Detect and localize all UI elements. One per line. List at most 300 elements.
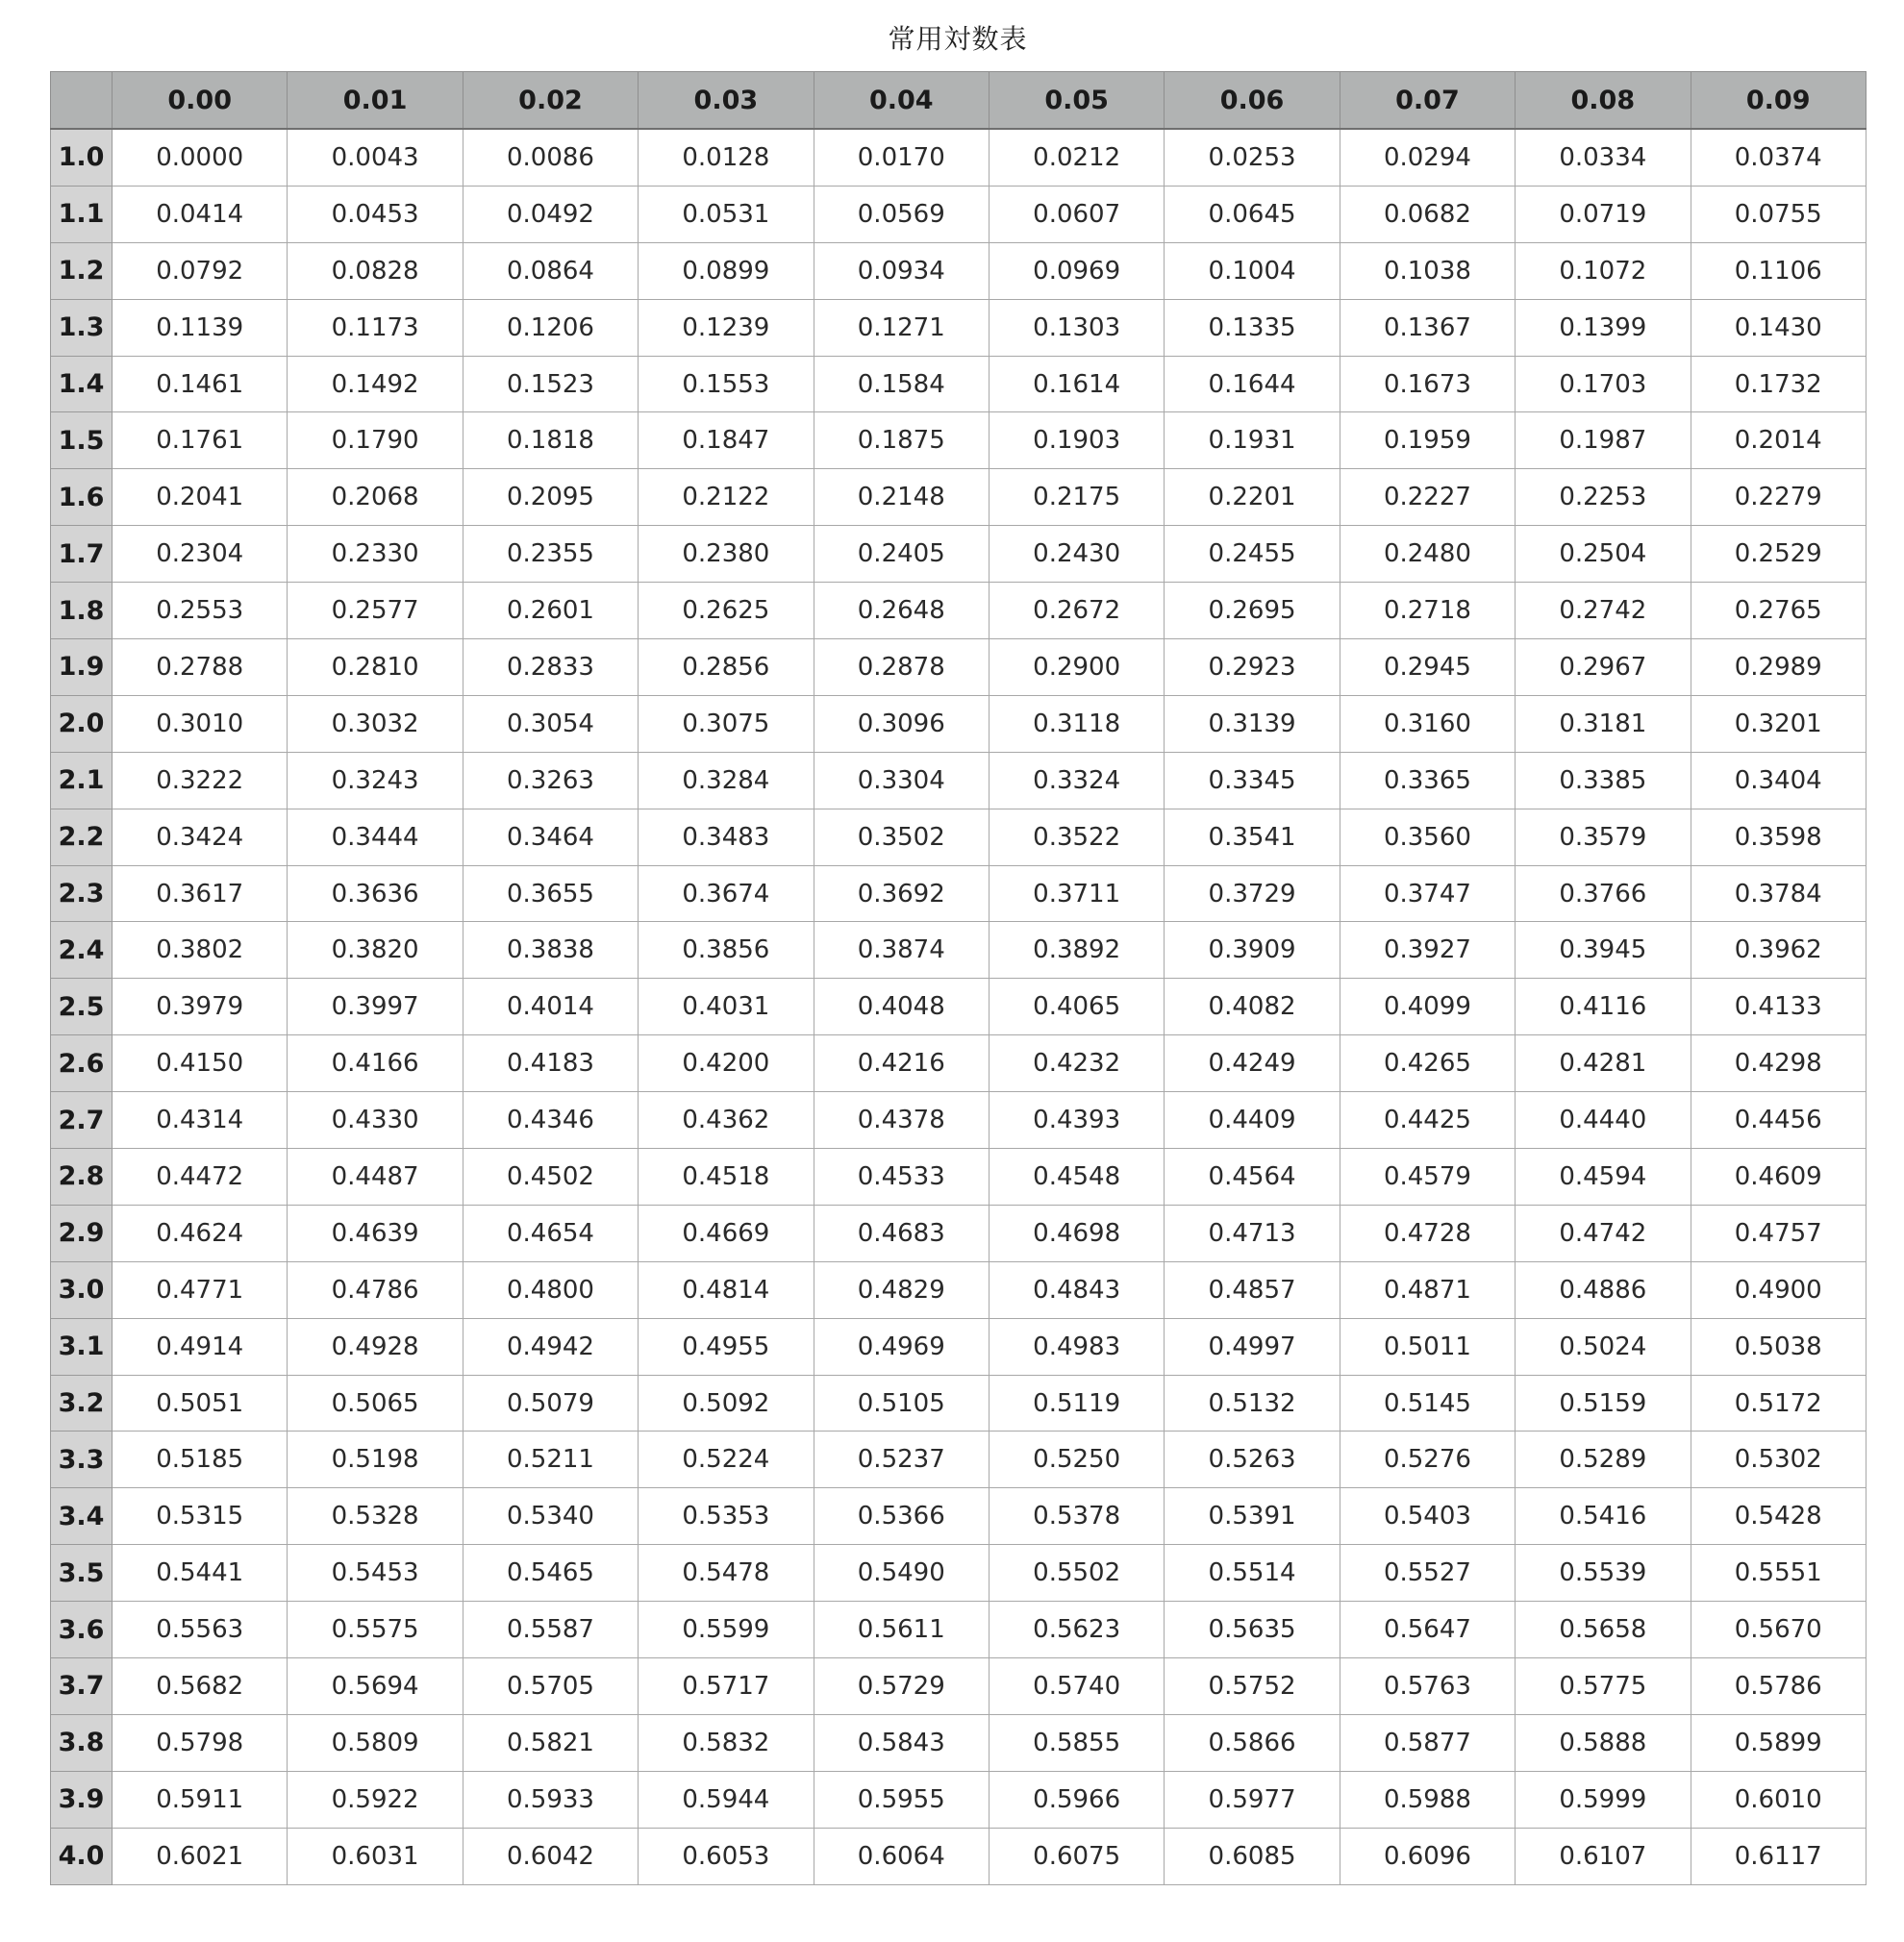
table-cell: 0.4857: [1165, 1261, 1340, 1318]
table-cell: 0.2068: [288, 469, 463, 526]
table-cell: 0.4487: [288, 1149, 463, 1206]
table-cell: 0.3284: [639, 752, 814, 809]
table-cell: 0.3909: [1165, 922, 1340, 979]
column-header: 0.01: [288, 72, 463, 130]
table-cell: 0.5635: [1165, 1602, 1340, 1658]
table-row: [51, 469, 1866, 526]
table-cell: 0.5599: [639, 1602, 814, 1658]
table-cell: 0.5717: [639, 1658, 814, 1715]
table-cell: 0.2304: [113, 526, 288, 583]
table-cell: 0.0374: [1691, 129, 1866, 186]
table-cell: 0.3979: [113, 979, 288, 1035]
table-row: [51, 1658, 1866, 1715]
table-cell: 0.5250: [989, 1432, 1164, 1488]
table-cell: 0.5877: [1340, 1714, 1515, 1771]
table-cell: 0.4065: [989, 979, 1164, 1035]
table-cell: 0.4031: [639, 979, 814, 1035]
table-cell: 0.4728: [1340, 1205, 1515, 1261]
table-cell: 0.3711: [989, 865, 1164, 922]
table-cell: 0.1761: [113, 412, 288, 469]
table-row: [51, 1714, 1866, 1771]
row-header: 1.4: [51, 356, 113, 412]
table-cell: 0.4997: [1165, 1318, 1340, 1375]
table-cell: 0.4786: [288, 1261, 463, 1318]
table-cell: 0.2355: [463, 526, 638, 583]
table-cell: 0.0000: [113, 129, 288, 186]
table-cell: 0.4314: [113, 1092, 288, 1149]
table-cell: 0.5366: [814, 1488, 989, 1545]
column-header: 0.07: [1340, 72, 1515, 130]
table-cell: 0.3945: [1516, 922, 1691, 979]
row-header: 2.6: [51, 1035, 113, 1092]
table-cell: 0.0682: [1340, 186, 1515, 242]
table-cell: 0.3522: [989, 809, 1164, 865]
table-row: [51, 922, 1866, 979]
table-cell: 0.5416: [1516, 1488, 1691, 1545]
table-cell: 0.4393: [989, 1092, 1164, 1149]
table-cell: 0.5237: [814, 1432, 989, 1488]
table-cell: 0.4456: [1691, 1092, 1866, 1149]
table-cell: 0.3541: [1165, 809, 1340, 865]
table-cell: 0.0086: [463, 129, 638, 186]
table-cell: 0.4900: [1691, 1261, 1866, 1318]
table-cell: 0.2878: [814, 639, 989, 696]
table-cell: 0.5647: [1340, 1602, 1515, 1658]
table-cell: 0.4800: [463, 1261, 638, 1318]
table-cell: 0.3784: [1691, 865, 1866, 922]
table-cell: 0.5340: [463, 1488, 638, 1545]
table-cell: 0.3324: [989, 752, 1164, 809]
table-cell: 0.4742: [1516, 1205, 1691, 1261]
table-cell: 0.1072: [1516, 242, 1691, 299]
table-cell: 0.5328: [288, 1488, 463, 1545]
table-cell: 0.4579: [1340, 1149, 1515, 1206]
table-cell: 0.5899: [1691, 1714, 1866, 1771]
table-cell: 0.4757: [1691, 1205, 1866, 1261]
column-header: 0.05: [989, 72, 1164, 130]
table-cell: 0.1584: [814, 356, 989, 412]
table-cell: 0.3263: [463, 752, 638, 809]
table-cell: 0.5786: [1691, 1658, 1866, 1715]
table-cell: 0.1931: [1165, 412, 1340, 469]
table-cell: 0.3054: [463, 695, 638, 752]
table-cell: 0.2041: [113, 469, 288, 526]
table-cell: 0.2148: [814, 469, 989, 526]
table-cell: 0.5763: [1340, 1658, 1515, 1715]
table-cell: 0.6021: [113, 1828, 288, 1884]
table-cell: 0.0645: [1165, 186, 1340, 242]
table-row: [51, 1828, 1866, 1884]
table-row: [51, 639, 1866, 696]
table-cell: 0.5441: [113, 1545, 288, 1602]
table-cell: 0.3729: [1165, 865, 1340, 922]
table-cell: 0.5752: [1165, 1658, 1340, 1715]
table-row: [51, 242, 1866, 299]
table-cell: 0.4669: [639, 1205, 814, 1261]
table-row: [51, 526, 1866, 583]
table-cell: 0.5302: [1691, 1432, 1866, 1488]
row-header: 4.0: [51, 1828, 113, 1884]
table-cell: 0.4409: [1165, 1092, 1340, 1149]
table-cell: 0.5527: [1340, 1545, 1515, 1602]
table-cell: 0.2330: [288, 526, 463, 583]
table-row: [51, 1205, 1866, 1261]
table-cell: 0.5832: [639, 1714, 814, 1771]
table-row: [51, 186, 1866, 242]
table-cell: 0.4082: [1165, 979, 1340, 1035]
table-cell: 0.0043: [288, 129, 463, 186]
table-cell: 0.6053: [639, 1828, 814, 1884]
table-cell: 0.3502: [814, 809, 989, 865]
table-cell: 0.5911: [113, 1771, 288, 1828]
table-cell: 0.1987: [1516, 412, 1691, 469]
table-cell: 0.5809: [288, 1714, 463, 1771]
row-header: 3.5: [51, 1545, 113, 1602]
row-header: 2.5: [51, 979, 113, 1035]
table-cell: 0.0719: [1516, 186, 1691, 242]
table-cell: 0.1732: [1691, 356, 1866, 412]
table-cell: 0.4362: [639, 1092, 814, 1149]
table-cell: 0.4440: [1516, 1092, 1691, 1149]
table-cell: 0.5024: [1516, 1318, 1691, 1375]
table-cell: 0.3139: [1165, 695, 1340, 752]
table-cell: 0.5539: [1516, 1545, 1691, 1602]
table-cell: 0.2833: [463, 639, 638, 696]
table-cell: 0.4698: [989, 1205, 1164, 1261]
table-cell: 0.5119: [989, 1375, 1164, 1432]
table-cell: 0.4378: [814, 1092, 989, 1149]
table-cell: 0.1553: [639, 356, 814, 412]
table-cell: 0.4829: [814, 1261, 989, 1318]
table-cell: 0.2405: [814, 526, 989, 583]
table-cell: 0.1399: [1516, 299, 1691, 356]
row-header: 3.4: [51, 1488, 113, 1545]
table-row: [51, 1488, 1866, 1545]
table-cell: 0.5105: [814, 1375, 989, 1432]
table-cell: 0.0414: [113, 186, 288, 242]
table-cell: 0.3874: [814, 922, 989, 979]
table-cell: 0.5888: [1516, 1714, 1691, 1771]
row-header: 3.0: [51, 1261, 113, 1318]
table-cell: 0.4969: [814, 1318, 989, 1375]
table-cell: 0.4955: [639, 1318, 814, 1375]
table-cell: 0.1106: [1691, 242, 1866, 299]
table-cell: 0.2095: [463, 469, 638, 526]
table-row: [51, 1602, 1866, 1658]
table-row: [51, 865, 1866, 922]
table-cell: 0.4548: [989, 1149, 1164, 1206]
table-cell: 0.3856: [639, 922, 814, 979]
table-cell: 0.0792: [113, 242, 288, 299]
table-cell: 0.0864: [463, 242, 638, 299]
table-cell: 0.1173: [288, 299, 463, 356]
table-cell: 0.3838: [463, 922, 638, 979]
table-cell: 0.5391: [1165, 1488, 1340, 1545]
table-cell: 0.5453: [288, 1545, 463, 1602]
table-cell: 0.5587: [463, 1602, 638, 1658]
table-cell: 0.6117: [1691, 1828, 1866, 1884]
table-cell: 0.0607: [989, 186, 1164, 242]
table-cell: 0.4713: [1165, 1205, 1340, 1261]
table-cell: 0.1959: [1340, 412, 1515, 469]
table-cell: 0.5694: [288, 1658, 463, 1715]
row-header: 3.7: [51, 1658, 113, 1715]
table-cell: 0.6031: [288, 1828, 463, 1884]
table-cell: 0.3304: [814, 752, 989, 809]
table-cell: 0.1139: [113, 299, 288, 356]
table-cell: 0.5378: [989, 1488, 1164, 1545]
table-cell: 0.3118: [989, 695, 1164, 752]
row-header: 1.0: [51, 129, 113, 186]
table-cell: 0.6064: [814, 1828, 989, 1884]
table-cell: 0.1903: [989, 412, 1164, 469]
table-row: [51, 1318, 1866, 1375]
column-header: 0.02: [463, 72, 638, 130]
table-cell: 0.5490: [814, 1545, 989, 1602]
table-cell: 0.2788: [113, 639, 288, 696]
table-cell: 0.5132: [1165, 1375, 1340, 1432]
table-cell: 0.5855: [989, 1714, 1164, 1771]
table-cell: 0.1038: [1340, 242, 1515, 299]
table-cell: 0.1239: [639, 299, 814, 356]
table-cell: 0.5775: [1516, 1658, 1691, 1715]
table-row: [51, 809, 1866, 865]
row-header: 1.8: [51, 583, 113, 639]
table-cell: 0.4281: [1516, 1035, 1691, 1092]
table-body: [51, 129, 1866, 1884]
table-cell: 0.4265: [1340, 1035, 1515, 1092]
table-cell: 0.5276: [1340, 1432, 1515, 1488]
table-cell: 0.5821: [463, 1714, 638, 1771]
column-header: 0.06: [1165, 72, 1340, 130]
table-cell: 0.2601: [463, 583, 638, 639]
table-cell: 0.5623: [989, 1602, 1164, 1658]
table-cell: 0.0170: [814, 129, 989, 186]
table-cell: 0.5705: [463, 1658, 638, 1715]
table-cell: 0.1644: [1165, 356, 1340, 412]
table-cell: 0.4683: [814, 1205, 989, 1261]
table-cell: 0.5551: [1691, 1545, 1866, 1602]
row-header: 2.4: [51, 922, 113, 979]
table-cell: 0.4518: [639, 1149, 814, 1206]
table-cell: 0.0969: [989, 242, 1164, 299]
table-cell: 0.5866: [1165, 1714, 1340, 1771]
row-header: 3.9: [51, 1771, 113, 1828]
table-row: [51, 1375, 1866, 1432]
table-cell: 0.2504: [1516, 526, 1691, 583]
table-cell: 0.1206: [463, 299, 638, 356]
table-row: [51, 129, 1866, 186]
table-cell: 0.4928: [288, 1318, 463, 1375]
table-cell: 0.2430: [989, 526, 1164, 583]
table-cell: 0.2900: [989, 639, 1164, 696]
table-row: [51, 1771, 1866, 1828]
table-cell: 0.5611: [814, 1602, 989, 1658]
table-cell: 0.5353: [639, 1488, 814, 1545]
table-cell: 0.5263: [1165, 1432, 1340, 1488]
table-cell: 0.5563: [113, 1602, 288, 1658]
table-cell: 0.5966: [989, 1771, 1164, 1828]
table-cell: 0.3222: [113, 752, 288, 809]
table-cell: 0.1367: [1340, 299, 1515, 356]
row-header: 2.3: [51, 865, 113, 922]
row-header: 1.9: [51, 639, 113, 696]
table-cell: 0.4814: [639, 1261, 814, 1318]
table-cell: 0.3692: [814, 865, 989, 922]
table-cell: 0.3424: [113, 809, 288, 865]
table-cell: 0.5740: [989, 1658, 1164, 1715]
table-cell: 0.4871: [1340, 1261, 1515, 1318]
table-cell: 0.2765: [1691, 583, 1866, 639]
table-cell: 0.2945: [1340, 639, 1515, 696]
table-cell: 0.3598: [1691, 809, 1866, 865]
table-cell: 0.2989: [1691, 639, 1866, 696]
table-cell: 0.1461: [113, 356, 288, 412]
table-cell: 0.0334: [1516, 129, 1691, 186]
table-cell: 0.4609: [1691, 1149, 1866, 1206]
table-cell: 0.3579: [1516, 809, 1691, 865]
table-cell: 0.6075: [989, 1828, 1164, 1884]
table-cell: 0.2122: [639, 469, 814, 526]
table-cell: 0.4346: [463, 1092, 638, 1149]
table-row: [51, 695, 1866, 752]
row-header: 2.9: [51, 1205, 113, 1261]
log-table-page: [50, 0, 1866, 1885]
table-cell: 0.2625: [639, 583, 814, 639]
table-cell: 0.6085: [1165, 1828, 1340, 1884]
table-cell: 0.4983: [989, 1318, 1164, 1375]
table-cell: 0.0453: [288, 186, 463, 242]
table-cell: 0.3385: [1516, 752, 1691, 809]
table-cell: 0.5403: [1340, 1488, 1515, 1545]
row-header: 2.7: [51, 1092, 113, 1149]
table-cell: 0.2201: [1165, 469, 1340, 526]
row-header: 2.0: [51, 695, 113, 752]
table-cell: 0.5145: [1340, 1375, 1515, 1432]
table-cell: 0.2648: [814, 583, 989, 639]
table-cell: 0.3997: [288, 979, 463, 1035]
table-cell: 0.2923: [1165, 639, 1340, 696]
table-cell: 0.5988: [1340, 1771, 1515, 1828]
table-cell: 0.5670: [1691, 1602, 1866, 1658]
table-cell: 0.2455: [1165, 526, 1340, 583]
table-cell: 0.5999: [1516, 1771, 1691, 1828]
row-header: 1.2: [51, 242, 113, 299]
table-cell: 0.1492: [288, 356, 463, 412]
table-cell: 0.3617: [113, 865, 288, 922]
table-cell: 0.4914: [113, 1318, 288, 1375]
table-cell: 0.0899: [639, 242, 814, 299]
table-cell: 0.4942: [463, 1318, 638, 1375]
table-cell: 0.0569: [814, 186, 989, 242]
table-cell: 0.5011: [1340, 1318, 1515, 1375]
table-cell: 0.0828: [288, 242, 463, 299]
table-cell: 0.3160: [1340, 695, 1515, 752]
table-cell: 0.1335: [1165, 299, 1340, 356]
column-header: 0.04: [814, 72, 989, 130]
header-row: [51, 72, 1866, 130]
table-cell: 0.3365: [1340, 752, 1515, 809]
table-cell: 0.2718: [1340, 583, 1515, 639]
table-cell: 0.2480: [1340, 526, 1515, 583]
table-cell: 0.5575: [288, 1602, 463, 1658]
table-cell: 0.1614: [989, 356, 1164, 412]
table-cell: 0.2856: [639, 639, 814, 696]
row-header: 3.8: [51, 1714, 113, 1771]
table-cell: 0.0294: [1340, 129, 1515, 186]
table-row: [51, 412, 1866, 469]
table-cell: 0.4150: [113, 1035, 288, 1092]
row-header: 2.8: [51, 1149, 113, 1206]
table-cell: 0.0253: [1165, 129, 1340, 186]
row-header: 2.1: [51, 752, 113, 809]
table-row: [51, 1261, 1866, 1318]
table-cell: 0.3892: [989, 922, 1164, 979]
table-cell: 0.1004: [1165, 242, 1340, 299]
table-cell: 0.2380: [639, 526, 814, 583]
table-cell: 0.4330: [288, 1092, 463, 1149]
table-cell: 0.3483: [639, 809, 814, 865]
table-cell: 0.5038: [1691, 1318, 1866, 1375]
table-row: [51, 1149, 1866, 1206]
table-cell: 0.5224: [639, 1432, 814, 1488]
table-cell: 0.5289: [1516, 1432, 1691, 1488]
table-cell: 0.0492: [463, 186, 638, 242]
table-cell: 0.3201: [1691, 695, 1866, 752]
table-cell: 0.5843: [814, 1714, 989, 1771]
table-row: [51, 979, 1866, 1035]
table-cell: 0.4249: [1165, 1035, 1340, 1092]
table-cell: 0.3560: [1340, 809, 1515, 865]
table-cell: 0.3927: [1340, 922, 1515, 979]
table-row: [51, 356, 1866, 412]
table-cell: 0.3747: [1340, 865, 1515, 922]
table-cell: 0.4771: [113, 1261, 288, 1318]
table-cell: 0.3075: [639, 695, 814, 752]
table-row: [51, 299, 1866, 356]
table-cell: 0.2810: [288, 639, 463, 696]
table-cell: 0.1673: [1340, 356, 1515, 412]
table-cell: 0.3181: [1516, 695, 1691, 752]
row-header: 1.5: [51, 412, 113, 469]
table-cell: 0.3655: [463, 865, 638, 922]
table-cell: 0.4472: [113, 1149, 288, 1206]
table-cell: 0.5977: [1165, 1771, 1340, 1828]
table-cell: 0.5092: [639, 1375, 814, 1432]
table-cell: 0.1303: [989, 299, 1164, 356]
table-cell: 0.5065: [288, 1375, 463, 1432]
row-header: 3.3: [51, 1432, 113, 1488]
table-cell: 0.3820: [288, 922, 463, 979]
table-cell: 0.5478: [639, 1545, 814, 1602]
row-header: 3.1: [51, 1318, 113, 1375]
corner-cell: [51, 72, 113, 130]
table-cell: 0.2672: [989, 583, 1164, 639]
table-cell: 0.3802: [113, 922, 288, 979]
table-cell: 0.5944: [639, 1771, 814, 1828]
table-cell: 0.5172: [1691, 1375, 1866, 1432]
table-cell: 0.4564: [1165, 1149, 1340, 1206]
table-row: [51, 583, 1866, 639]
table-cell: 0.3766: [1516, 865, 1691, 922]
table-cell: 0.2553: [113, 583, 288, 639]
table-cell: 0.0212: [989, 129, 1164, 186]
table-cell: 0.4298: [1691, 1035, 1866, 1092]
table-cell: 0.6042: [463, 1828, 638, 1884]
table-cell: 0.2175: [989, 469, 1164, 526]
table-cell: 0.4533: [814, 1149, 989, 1206]
table-cell: 0.4502: [463, 1149, 638, 1206]
